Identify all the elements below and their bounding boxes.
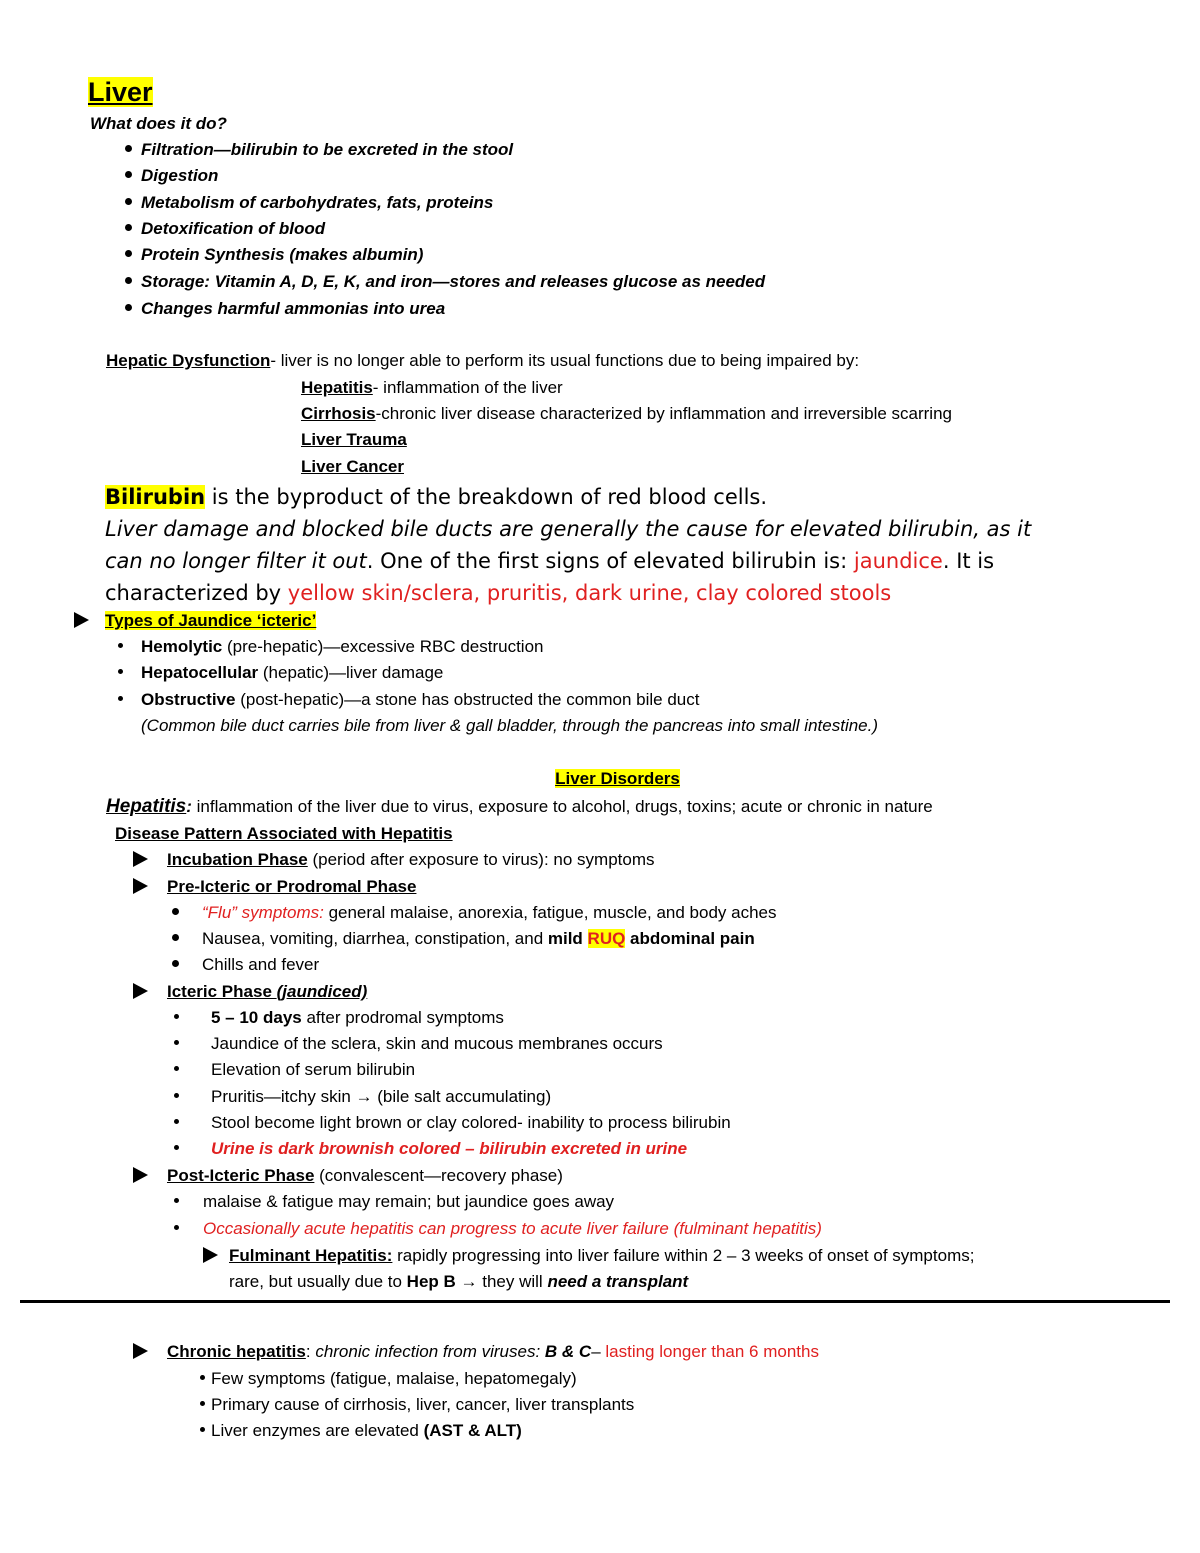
- arrow-bullet-icon: [74, 612, 89, 628]
- hepatic-dysfunction-line: Hepatic Dysfunction- liver is no longer able to perform its usual functions due to being impaired by:: [106, 351, 860, 370]
- function-item: Filtration—bilirubin to be excreted in the stool: [125, 138, 513, 162]
- bilirubin-line-1: Bilirubin is the byproduct of the breakdown of red blood cells.: [105, 485, 768, 509]
- bullet-icon: [125, 304, 132, 311]
- chronic-item: Few symptoms (fatigue, malaise, hepatomegaly): [200, 1367, 577, 1391]
- bullet-icon: [174, 1145, 179, 1150]
- bullet-icon: [174, 1119, 179, 1124]
- bullet-icon: [200, 1401, 205, 1406]
- bilirubin-line-2: Liver damage and blocked bile ducts are generally the cause for elevated bilirubin, as it: [105, 517, 1032, 541]
- bullet-icon: [200, 1427, 205, 1432]
- chronic-hepatitis: Chronic hepatitis: chronic infection from viruses: B & C– lasting longer than 6 months: [133, 1340, 819, 1364]
- bile-duct-note: (Common bile duct carries bile from liver & gall bladder, through the pancreas into small intestine.): [141, 716, 879, 735]
- icteric-item: Jaundice of the sclera, skin and mucous membranes occurs: [174, 1032, 663, 1056]
- cause-hepatitis: Hepatitis- inflammation of the liver: [301, 378, 563, 397]
- icteric-item: Urine is dark brownish colored – bilirubin excreted in urine: [174, 1137, 687, 1161]
- arrow-right-icon: →: [355, 1087, 373, 1106]
- bullet-icon: [174, 1040, 179, 1045]
- bullet-icon: [125, 250, 132, 257]
- flu-symptoms-item: “Flu” symptoms: general malaise, anorexia, fatigue, muscle, and body aches: [172, 901, 777, 925]
- preicteric-phase: Pre-Icteric or Prodromal Phase: [133, 875, 416, 899]
- bullet-icon: [174, 1198, 179, 1203]
- bullet-icon: [174, 1066, 179, 1071]
- bullet-icon: [125, 277, 132, 284]
- bullet-icon: [125, 145, 132, 152]
- jaundice-types-heading: Types of Jaundice ‘icteric’: [74, 609, 316, 633]
- bullet-icon: [118, 696, 123, 701]
- arrow-bullet-icon: [133, 878, 148, 894]
- cause-trauma: Liver Trauma: [301, 430, 407, 449]
- hepatitis-definition: Hepatitis: inflammation of the liver due to virus, exposure to alcohol, drugs, toxins; acute or chronic in nature: [106, 796, 933, 817]
- bullet-icon: [174, 1225, 179, 1230]
- arrow-right-icon: →: [455, 1272, 483, 1291]
- bullet-icon: [118, 643, 123, 648]
- what-does-heading: What does it do?: [90, 114, 227, 133]
- bullet-icon: [172, 908, 179, 915]
- bilirubin-line-4: characterized by yellow skin/sclera, pruritis, dark urine, clay colored stools: [105, 581, 892, 605]
- function-item: Metabolism of carbohydrates, fats, proteins: [125, 191, 493, 215]
- chronic-item: Liver enzymes are elevated (AST & ALT): [200, 1419, 522, 1443]
- fulminant-hepatitis: Fulminant Hepatitis: rapidly progressing into liver failure within 2 – 3 weeks of onset of symptoms;: [203, 1244, 974, 1268]
- cause-cirrhosis: Cirrhosis-chronic liver disease characterized by inflammation and irreversible scarring: [301, 404, 952, 423]
- jaundice-type-item: Obstructive (post-hepatic)—a stone has obstructed the common bile duct: [118, 688, 699, 712]
- posticteric-item: malaise & fatigue may remain; but jaundice goes away: [174, 1190, 614, 1214]
- icteric-item: Pruritis—itchy skin → (bile salt accumulating): [174, 1085, 551, 1109]
- jaundice-type-item: Hemolytic (pre-hepatic)—excessive RBC destruction: [118, 635, 543, 659]
- icteric-item: Stool become light brown or clay colored- inability to process bilirubin: [174, 1111, 731, 1135]
- bilirubin-line-3: can no longer filter it out. One of the first signs of elevated bilirubin is: jaundice. It is: [105, 549, 995, 573]
- cause-cancer: Liver Cancer: [301, 457, 404, 476]
- bullet-icon: [125, 171, 132, 178]
- bullet-icon: [118, 669, 123, 674]
- incubation-phase: Incubation Phase (period after exposure to virus): no symptoms: [133, 848, 655, 872]
- icteric-item: 5 – 10 days after prodromal symptoms: [174, 1006, 504, 1030]
- function-item: Changes harmful ammonias into urea: [125, 297, 445, 321]
- bullet-icon: [172, 934, 179, 941]
- bullet-icon: [125, 198, 132, 205]
- chronic-item: Primary cause of cirrhosis, liver, cancer, liver transplants: [200, 1393, 634, 1417]
- bullet-icon: [200, 1375, 205, 1380]
- arrow-bullet-icon: [203, 1247, 218, 1263]
- arrow-bullet-icon: [133, 1343, 148, 1359]
- posticteric-item: Occasionally acute hepatitis can progress to acute liver failure (fulminant hepatitis): [174, 1217, 822, 1241]
- bullet-icon: [174, 1093, 179, 1098]
- icteric-item: Elevation of serum bilirubin: [174, 1058, 415, 1082]
- chills-item: Chills and fever: [172, 953, 319, 977]
- function-item: Protein Synthesis (makes albumin): [125, 243, 423, 267]
- function-item: Storage: Vitamin A, D, E, K, and iron—stores and releases glucose as needed: [125, 270, 765, 294]
- arrow-bullet-icon: [133, 1167, 148, 1183]
- jaundice-type-item: Hepatocellular (hepatic)—liver damage: [118, 661, 443, 685]
- arrow-bullet-icon: [133, 851, 148, 867]
- bullet-icon: [172, 960, 179, 967]
- section-divider: [20, 1300, 1170, 1303]
- nausea-item: Nausea, vomiting, diarrhea, constipation, and mild RUQ abdominal pain: [172, 927, 755, 951]
- bullet-icon: [174, 1014, 179, 1019]
- fulminant-hepatitis-line-2: rare, but usually due to Hep B → they will need a transplant: [229, 1272, 689, 1291]
- icteric-phase: Icteric Phase (jaundiced): [133, 980, 367, 1004]
- posticteric-phase: Post-Icteric Phase (convalescent—recovery phase): [133, 1164, 563, 1188]
- function-item: Detoxification of blood: [125, 217, 325, 241]
- bullet-icon: [125, 224, 132, 231]
- liver-disorders-heading: Liver Disorders: [555, 769, 680, 788]
- page-title: Liver: [88, 77, 153, 107]
- function-item: Digestion: [125, 164, 218, 188]
- disease-pattern-heading: Disease Pattern Associated with Hepatitis: [115, 824, 453, 843]
- arrow-bullet-icon: [133, 983, 148, 999]
